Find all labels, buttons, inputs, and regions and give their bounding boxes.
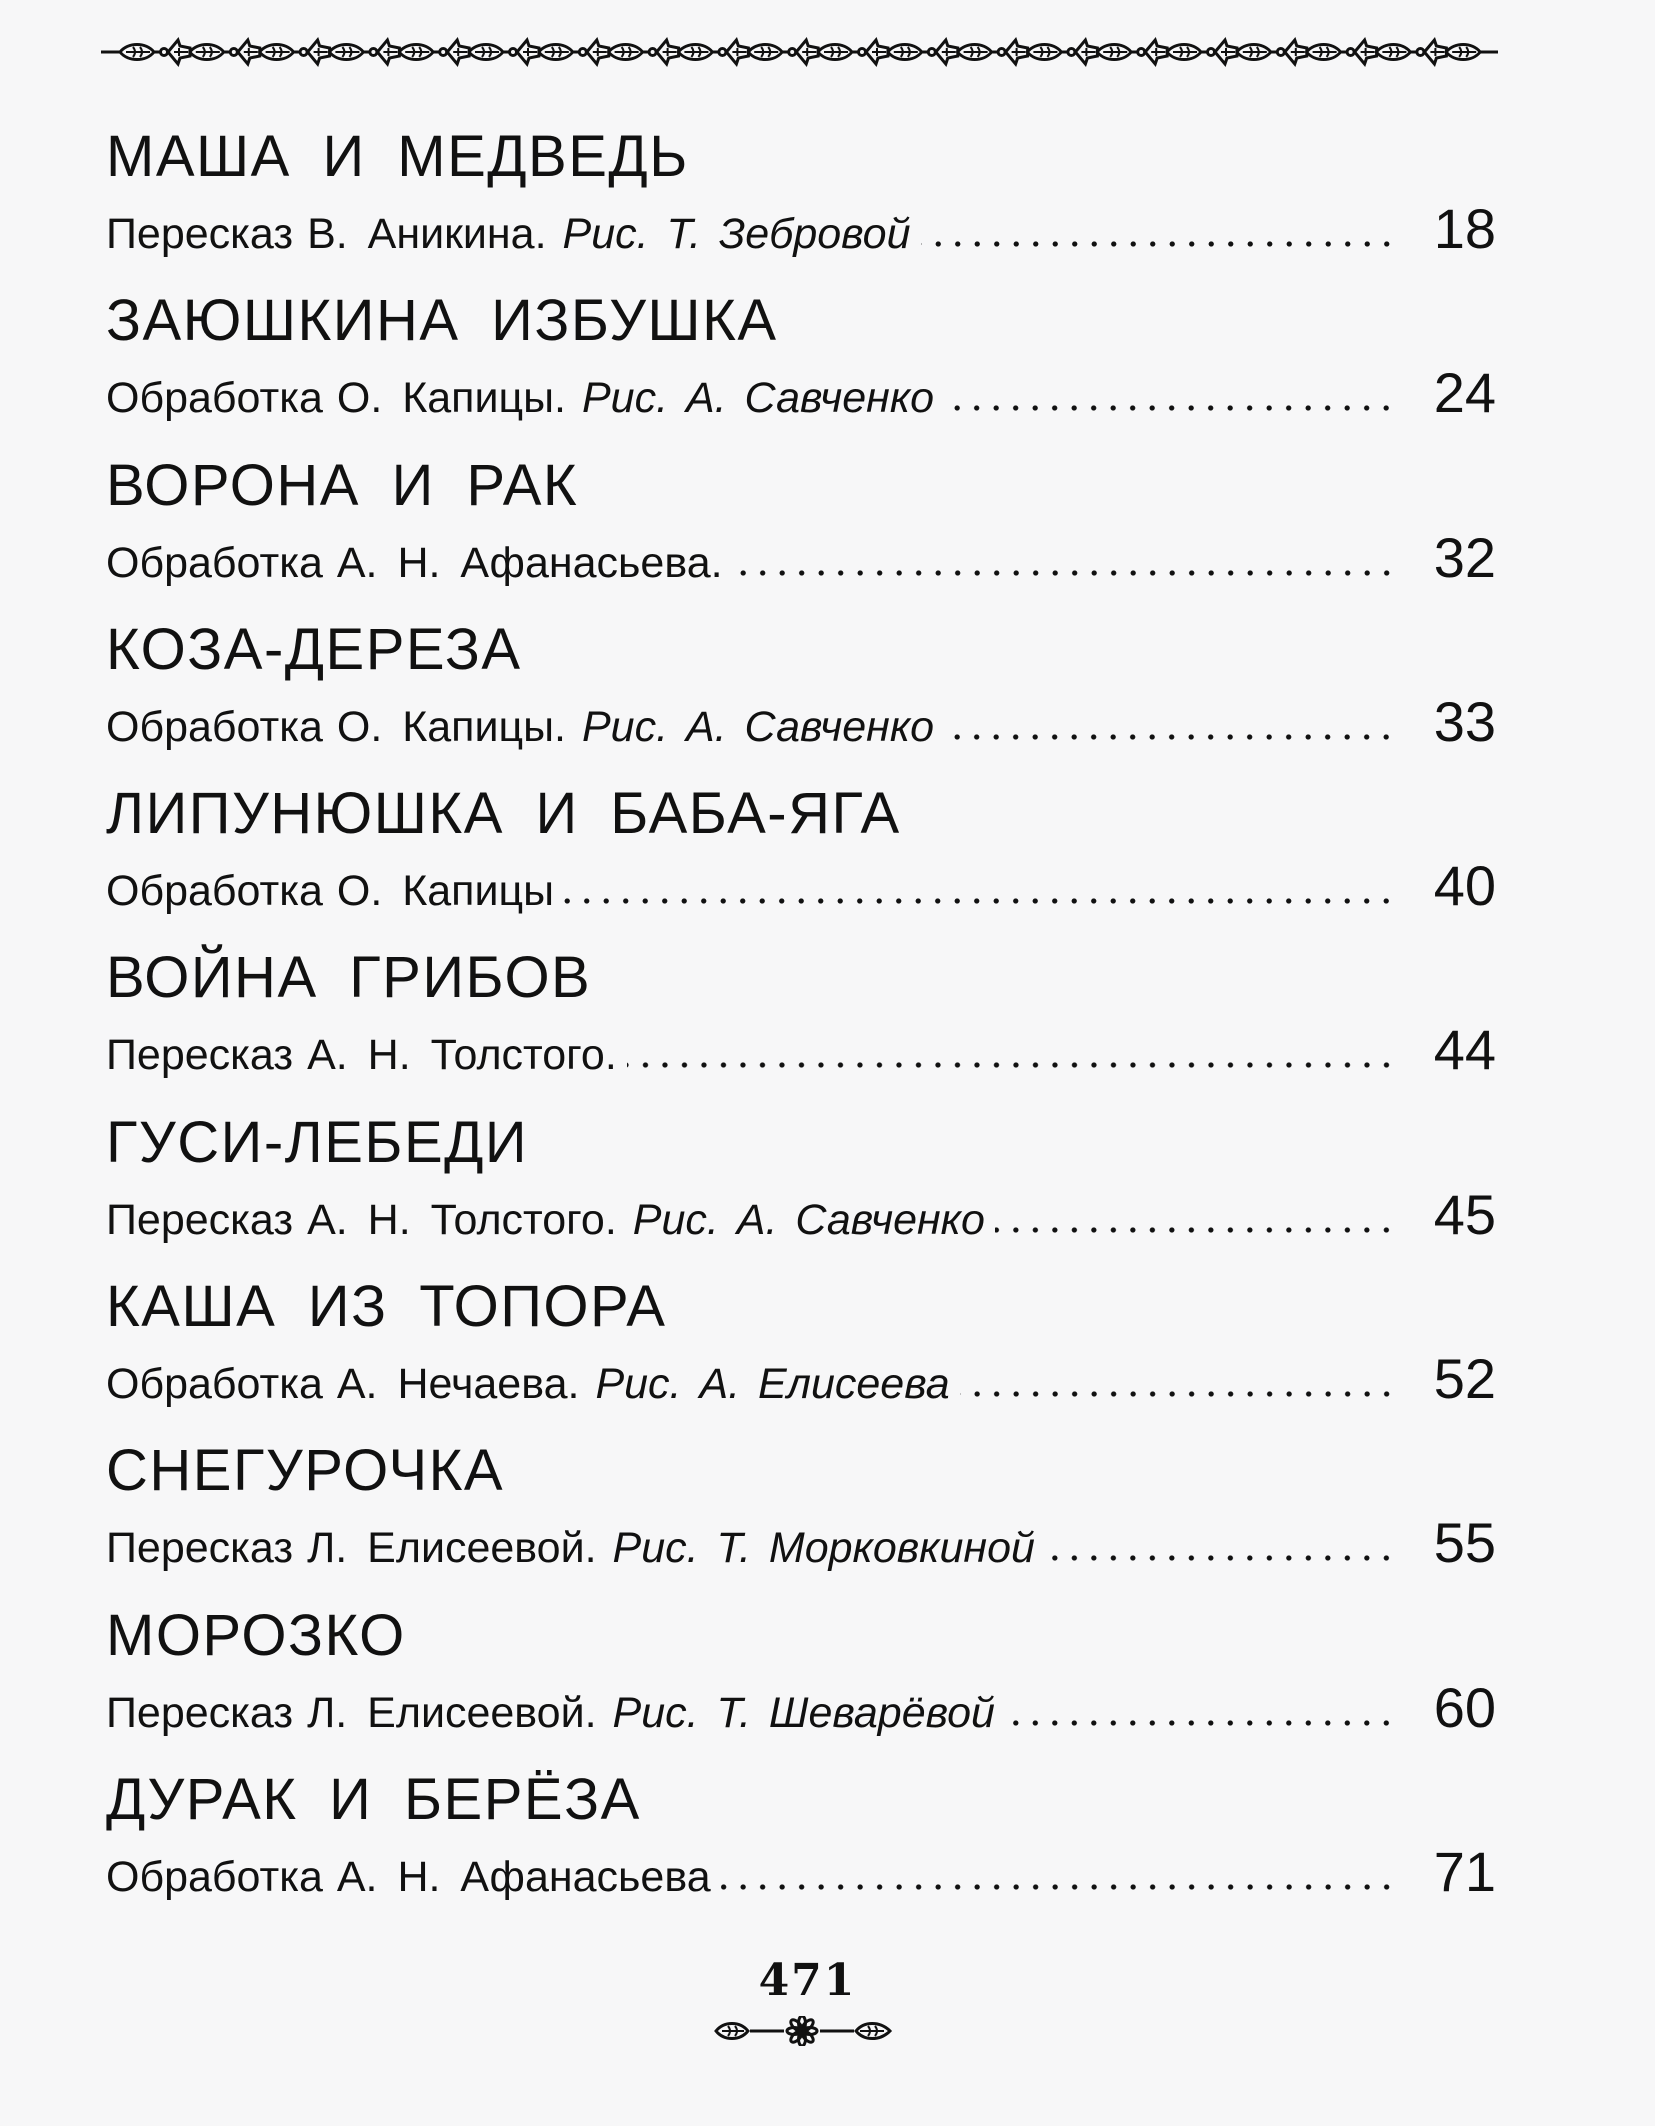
toc-entry [106,290,1496,454]
toc-entry [106,616,1496,783]
toc-entry-credits-line [106,1018,1496,1082]
toc-entry-author: О. Капицы. [336,374,566,423]
toc-entry-credits-line [106,1182,1496,1246]
toc-entry-title: ЛИПУНЮШКА И БАБА-ЯГА [106,781,901,847]
dot-leader [921,238,1396,248]
toc-entry-page-number: 71 [1433,1839,1496,1903]
toc-entry-role: Пересказ [106,1524,294,1573]
toc-entry-illustrator: Рис. Т. Шеварёвой [612,1688,995,1737]
toc-entry-illustrator: Рис. Т. Зебровой [562,210,911,258]
page-number-text: 471 [758,1955,857,2006]
toc-entry-role: Пересказ [106,210,294,258]
toc-entry-title: СНЕГУРОЧКА [106,1438,505,1504]
toc-entry-author: А. Н. Толстого. [307,1195,617,1244]
toc-entry-author: А. Н. Афанасьева [336,1852,711,1901]
toc-entry-credits-line [106,1511,1496,1575]
toc-entry-credits [106,210,911,259]
toc-entry-illustrator: Рис. А. Савченко [581,702,935,751]
toc-entry [106,1602,1496,1769]
dot-leader [944,402,1396,412]
toc-entry-credits [106,1360,950,1409]
toc-entry-page-number: 55 [1433,1511,1496,1575]
toc-entry-title: ЗАЮШКИНА ИЗБУШКА [106,288,778,354]
toc-entry [106,1440,1496,1604]
toc-entry [106,452,1496,619]
toc-entry-role: Пересказ [106,1195,294,1244]
toc-entry [106,947,1496,1111]
dot-leader [564,895,1396,905]
bottom-ornament-icon [712,2016,894,2046]
toc-entry-author: А. Нечаева. [336,1360,580,1409]
toc-entry-page-number: 24 [1433,361,1496,425]
toc-entry-credits [106,1853,711,1902]
toc-entry-title: МОРОЗКО [106,1602,406,1668]
toc-entry-author: Л. Елисеевой. [307,1688,597,1737]
toc-entry-author: Л. Елисеевой. [307,1524,597,1573]
toc-entry-illustrator: Рис. А. Савченко [581,374,935,423]
toc-entry-illustrator: Рис. А. Савченко [632,1195,985,1244]
toc-entry-title: МАША И МЕДВЕДЬ [106,124,689,189]
toc-entry [106,1109,1496,1276]
toc-entry-credits-line [106,361,1496,425]
toc-entry-credits [106,1196,985,1245]
toc-entry-page-number: 44 [1433,1018,1496,1082]
toc-entry [106,1276,1496,1440]
toc-entry-role: Обработка [106,538,323,587]
page-number [0,1955,1655,2006]
dot-leader [960,1388,1396,1398]
toc-entry-credits-line [106,1675,1496,1739]
toc-entry-author: А. Н. Толстого. [307,1031,617,1080]
toc-entry-page-number: 18 [1433,197,1496,260]
toc-entry-author: О. Капицы. [336,702,566,751]
toc-entry-credits-line [106,854,1496,918]
toc-entry-illustrator: Рис. А. Елисеева [595,1360,950,1409]
toc-entry-title: ВОРОНА И РАК [106,452,579,518]
toc-entry-credits [106,374,934,423]
toc-entry-role: Пересказ [106,1031,294,1080]
toc-entry-credits-line [106,1347,1496,1411]
toc-entry-illustrator: Рис. Т. Морковкиной [612,1524,1035,1573]
toc-entry-credits-line [106,689,1496,753]
toc-entry-credits [106,703,934,752]
toc-entry-role: Обработка [106,1360,323,1409]
dot-leader [733,567,1396,577]
toc-entry-credits [106,1524,1035,1573]
toc-entry-page-number: 60 [1433,1675,1496,1739]
dot-leader [995,1224,1396,1234]
toc-entry-credits [106,1689,995,1738]
decorative-border-icon [100,34,1500,70]
toc-entry-page-number: 33 [1433,689,1496,753]
toc-entry-credits [106,539,723,588]
toc-entry-credits-line [106,525,1496,589]
toc-entry-title: КАША ИЗ ТОПОРА [106,1274,667,1340]
dot-leader [1045,1552,1396,1562]
toc-entry-credits-line [106,1839,1496,1903]
toc-entry-role: Обработка [106,702,323,751]
toc-entry [106,1766,1496,1933]
toc-entry-role: Пересказ [106,1688,294,1737]
table-of-contents [106,126,1496,1933]
dot-leader [721,1881,1396,1891]
toc-entry-author: В. Аникина. [307,210,547,258]
toc-entry-credits [106,1031,617,1080]
toc-entry-title: КОЗА-ДЕРЕЗА [106,616,522,682]
toc-entry-page-number: 40 [1433,854,1496,918]
toc-entry-title: ГУСИ-ЛЕБЕДИ [106,1109,529,1175]
toc-entry-role: Обработка [106,867,323,916]
toc-entry-page-number: 32 [1433,525,1496,589]
toc-entry-author: О. Капицы [336,867,555,916]
toc-entry [106,126,1496,290]
toc-entry-author: А. Н. Афанасьева. [336,538,723,587]
dot-leader [627,1059,1396,1069]
toc-entry-credits-line [106,197,1496,260]
toc-entry-role: Обработка [106,1852,323,1901]
toc-entry-title: ВОЙНА ГРИБОВ [106,945,592,1011]
toc-entry-role: Обработка [106,374,323,423]
toc-entry [106,783,1496,947]
dot-leader [944,731,1396,741]
toc-entry-credits [106,867,554,916]
toc-entry-title: ДУРАК И БЕРЁЗА [106,1766,641,1832]
toc-entry-page-number: 45 [1433,1182,1496,1246]
dot-leader [1005,1717,1396,1727]
toc-entry-page-number: 52 [1433,1347,1496,1411]
